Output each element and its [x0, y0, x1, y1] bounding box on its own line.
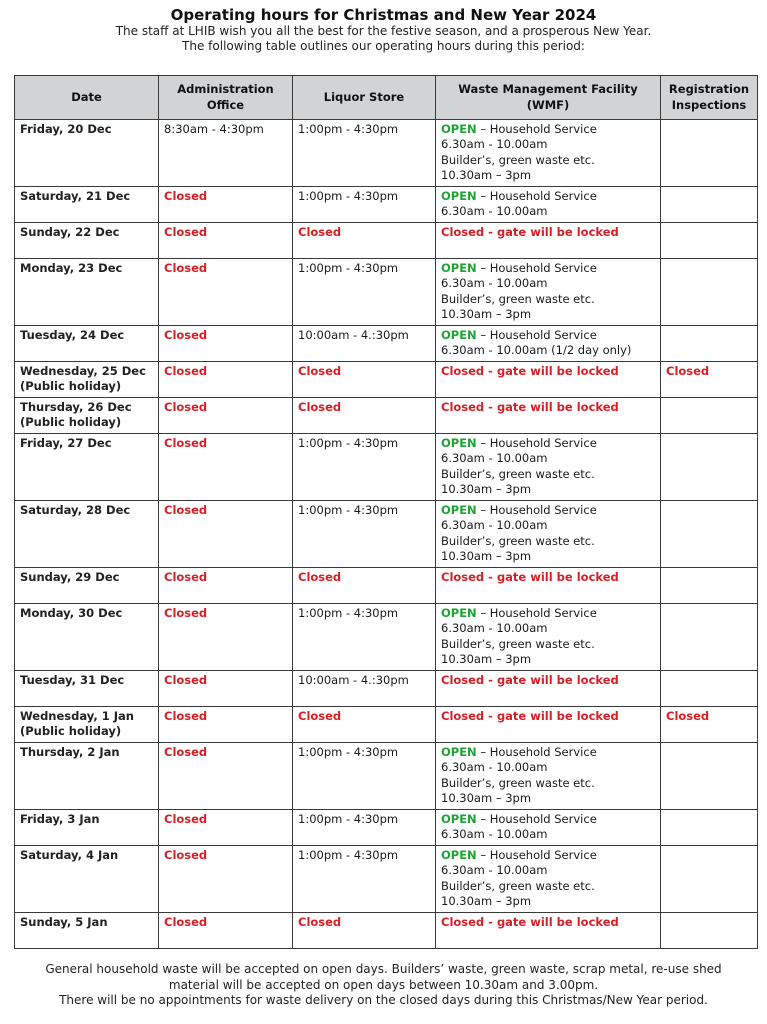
table-row [15, 362, 758, 398]
wmf-cell [436, 604, 661, 671]
liquor-store-cell: 1:00pm - 4:30pm [293, 604, 436, 671]
date-cell [15, 398, 159, 434]
wmf-status-line [441, 400, 655, 415]
table-row [15, 671, 758, 707]
date-cell [15, 707, 159, 743]
wmf-status-line [441, 189, 655, 204]
wmf-cell [436, 120, 661, 187]
wmf-detail-line: Builder’s, green waste etc. [441, 152, 595, 167]
liquor-store-cell: Closed [293, 707, 436, 743]
document-header [0, 0, 767, 54]
liquor-store-cell: 1:00pm - 4:30pm [293, 743, 436, 810]
date-cell [15, 187, 159, 223]
registration-cell [661, 501, 758, 568]
table-row [15, 398, 758, 434]
date-label: Thursday, 2 Jan [20, 745, 120, 759]
liquor-store-cell: 1:00pm - 4:30pm [293, 187, 436, 223]
liquor-store-cell: 1:00pm - 4:30pm [293, 120, 436, 187]
wmf-detail-line: 6.30am - 10.00am (1/2 day only) [441, 343, 632, 358]
date-cell [15, 604, 159, 671]
table-row [15, 259, 758, 326]
wmf-status: OPEN [441, 606, 477, 620]
registration-cell [661, 187, 758, 223]
wmf-cell [436, 707, 661, 743]
date-label: Sunday, 22 Dec [20, 225, 120, 239]
wmf-detail-line: 10.30am – 3pm [441, 306, 532, 321]
date-label: Friday, 27 Dec [20, 436, 112, 450]
wmf-status: OPEN [441, 848, 477, 862]
admin-office-cell: Closed [159, 604, 293, 671]
admin-office-cell: Closed [159, 398, 293, 434]
date-cell [15, 810, 159, 846]
date-cell [15, 223, 159, 259]
registration-cell [661, 743, 758, 810]
date-cell [15, 259, 159, 326]
table-row [15, 743, 758, 810]
registration-cell [661, 398, 758, 434]
wmf-status: Closed - gate will be locked [441, 709, 619, 723]
wmf-detail-line: 6.30am - 10.00am [441, 204, 548, 219]
wmf-detail-line: 10.30am – 3pm [441, 893, 532, 908]
wmf-service: – Household Service [476, 812, 597, 826]
admin-office-cell: Closed [159, 810, 293, 846]
date-label: Friday, 3 Jan [20, 812, 100, 826]
date-label: Tuesday, 24 Dec [20, 328, 125, 342]
liquor-store-cell: 1:00pm - 4:30pm [293, 810, 436, 846]
wmf-detail-line: 10.30am – 3pm [441, 548, 532, 563]
wmf-status-line [441, 812, 655, 827]
liquor-store-cell: Closed [293, 398, 436, 434]
wmf-cell [436, 259, 661, 326]
table-row [15, 568, 758, 604]
date-cell [15, 743, 159, 810]
wmf-status: Closed - gate will be locked [441, 364, 619, 378]
column-header-date: Date [15, 76, 159, 120]
date-label: Saturday, 21 Dec [20, 189, 131, 203]
wmf-cell [436, 913, 661, 949]
wmf-service: – Household Service [476, 122, 597, 136]
wmf-status: OPEN [441, 503, 477, 517]
column-header-wmf: Waste Management Facility (WMF) [436, 76, 661, 120]
wmf-service: – Household Service [476, 328, 597, 342]
holiday-note: (Public holiday) [20, 379, 122, 394]
liquor-store-cell: 1:00pm - 4:30pm [293, 846, 436, 913]
wmf-cell [436, 846, 661, 913]
table-row [15, 846, 758, 913]
wmf-status-line [441, 709, 655, 724]
admin-office-cell: Closed [159, 846, 293, 913]
date-label: Sunday, 5 Jan [20, 915, 108, 929]
wmf-cell [436, 671, 661, 707]
wmf-status: Closed - gate will be locked [441, 673, 619, 687]
wmf-status-line [441, 436, 655, 451]
wmf-cell [436, 223, 661, 259]
wmf-detail-line: 6.30am - 10.00am [441, 451, 548, 466]
date-cell [15, 120, 159, 187]
table-row [15, 707, 758, 743]
wmf-status-line [441, 606, 655, 621]
registration-cell [661, 259, 758, 326]
table-row [15, 501, 758, 568]
date-cell [15, 501, 159, 568]
date-label: Thursday, 26 Dec [20, 400, 132, 414]
table-row [15, 434, 758, 501]
footer-line-3: There will be no appointments for waste delivery on the closed days during this Christmas/New Year period. [59, 993, 708, 1007]
wmf-status: Closed - gate will be locked [441, 570, 619, 584]
admin-office-cell: Closed [159, 259, 293, 326]
footer-line-1: General household waste will be accepted on open days. Builders’ waste, green waste, scrap metal, re-use shed [45, 962, 722, 976]
admin-office-cell: Closed [159, 187, 293, 223]
intro-line-1: The staff at LHIB wish you all the best for the festive season, and a prosperous New Year. [115, 24, 652, 38]
wmf-detail-line: Builder’s, green waste etc. [441, 291, 595, 306]
wmf-service: – Household Service [476, 189, 597, 203]
admin-office-cell: Closed [159, 362, 293, 398]
wmf-detail-line: 10.30am – 3pm [441, 790, 532, 805]
column-header-admin: Administration Office [159, 76, 293, 120]
date-cell [15, 434, 159, 501]
liquor-store-cell: 1:00pm - 4:30pm [293, 259, 436, 326]
footer-line-2: material will be accepted on open days between 10.30am and 3.00pm. [168, 977, 599, 992]
admin-office-cell: Closed [159, 743, 293, 810]
wmf-status: Closed - gate will be locked [441, 915, 619, 929]
wmf-status: OPEN [441, 328, 477, 342]
wmf-service: – Household Service [476, 261, 597, 275]
wmf-detail-line: 10.30am – 3pm [441, 481, 532, 496]
wmf-cell [436, 362, 661, 398]
column-header-liquor: Liquor Store [293, 76, 436, 120]
registration-cell [661, 326, 758, 362]
registration-cell [661, 223, 758, 259]
admin-office-cell: Closed [159, 913, 293, 949]
registration-cell [661, 604, 758, 671]
admin-office-cell: Closed [159, 501, 293, 568]
liquor-store-cell: 1:00pm - 4:30pm [293, 434, 436, 501]
wmf-status: OPEN [441, 261, 477, 275]
date-label: Sunday, 29 Dec [20, 570, 120, 584]
wmf-detail-line: Builder’s, green waste etc. [441, 775, 595, 790]
wmf-detail-line: Builder’s, green waste etc. [441, 466, 595, 481]
wmf-status-line [441, 915, 655, 930]
footer-note [0, 962, 767, 1009]
wmf-service: – Household Service [476, 503, 597, 517]
wmf-status-line [441, 570, 655, 585]
table-row [15, 187, 758, 223]
admin-office-cell: Closed [159, 326, 293, 362]
registration-cell [661, 846, 758, 913]
wmf-detail-line: 6.30am - 10.00am [441, 276, 548, 291]
registration-cell [661, 810, 758, 846]
wmf-service: – Household Service [476, 606, 597, 620]
date-label: Saturday, 4 Jan [20, 848, 119, 862]
date-cell [15, 326, 159, 362]
wmf-service: – Household Service [476, 745, 597, 759]
wmf-status-line [441, 745, 655, 760]
table-row [15, 120, 758, 187]
date-label: Monday, 30 Dec [20, 606, 123, 620]
date-label: Monday, 23 Dec [20, 261, 123, 275]
wmf-detail-line: 10.30am – 3pm [441, 651, 532, 666]
wmf-detail-line: 6.30am - 10.00am [441, 518, 548, 533]
admin-office-cell: Closed [159, 434, 293, 501]
wmf-status-line [441, 328, 655, 343]
table-row [15, 810, 758, 846]
date-cell [15, 568, 159, 604]
table-row [15, 223, 758, 259]
wmf-cell [436, 501, 661, 568]
wmf-status-line [441, 261, 655, 276]
registration-cell [661, 120, 758, 187]
holiday-note: (Public holiday) [20, 724, 122, 739]
date-cell [15, 846, 159, 913]
date-label: Tuesday, 31 Dec [20, 673, 125, 687]
wmf-status: OPEN [441, 745, 477, 759]
registration-cell: Closed [661, 362, 758, 398]
wmf-detail-line: Builder’s, green waste etc. [441, 636, 595, 651]
table-row [15, 604, 758, 671]
wmf-status: OPEN [441, 122, 477, 136]
table-row [15, 913, 758, 949]
wmf-detail-line: Builder’s, green waste etc. [441, 533, 595, 548]
page-title: Operating hours for Christmas and New Year 2024 [170, 6, 597, 24]
wmf-status-line [441, 673, 655, 688]
wmf-detail-line: 6.30am - 10.00am [441, 863, 548, 878]
admin-office-cell: Closed [159, 707, 293, 743]
wmf-cell [436, 568, 661, 604]
date-cell [15, 362, 159, 398]
wmf-detail-line: 6.30am - 10.00am [441, 827, 548, 842]
liquor-store-cell: 10:00am - 4.:30pm [293, 671, 436, 707]
registration-cell [661, 671, 758, 707]
wmf-detail-line: Builder’s, green waste etc. [441, 878, 595, 893]
wmf-cell [436, 434, 661, 501]
wmf-cell [436, 398, 661, 434]
registration-cell [661, 568, 758, 604]
wmf-status-line [441, 364, 655, 379]
date-label: Saturday, 28 Dec [20, 503, 131, 517]
liquor-store-cell: 10:00am - 4.:30pm [293, 326, 436, 362]
wmf-detail-line: 10.30am – 3pm [441, 167, 532, 182]
date-label: Friday, 20 Dec [20, 122, 112, 136]
wmf-status: OPEN [441, 189, 477, 203]
table-body [15, 120, 758, 949]
table-row [15, 326, 758, 362]
admin-office-cell: Closed [159, 671, 293, 707]
wmf-service: – Household Service [476, 848, 597, 862]
registration-cell [661, 434, 758, 501]
wmf-status-line [441, 122, 655, 137]
liquor-store-cell: 1:00pm - 4:30pm [293, 501, 436, 568]
wmf-detail-line: 6.30am - 10.00am [441, 760, 548, 775]
admin-office-cell: Closed [159, 568, 293, 604]
wmf-status: OPEN [441, 812, 477, 826]
date-label: Wednesday, 25 Dec [20, 364, 146, 378]
holiday-note: (Public holiday) [20, 415, 122, 430]
admin-office-cell: Closed [159, 223, 293, 259]
wmf-detail-line: 6.30am - 10.00am [441, 621, 548, 636]
liquor-store-cell: Closed [293, 568, 436, 604]
intro-line-2: The following table outlines our operating hours during this period: [182, 39, 585, 53]
wmf-status: OPEN [441, 436, 477, 450]
wmf-status-line [441, 503, 655, 518]
date-cell [15, 671, 159, 707]
wmf-status-line [441, 225, 655, 240]
wmf-service: – Household Service [476, 436, 597, 450]
registration-cell [661, 913, 758, 949]
date-label: Wednesday, 1 Jan [20, 709, 134, 723]
liquor-store-cell: Closed [293, 913, 436, 949]
wmf-cell [436, 326, 661, 362]
wmf-status: Closed - gate will be locked [441, 400, 619, 414]
liquor-store-cell: Closed [293, 223, 436, 259]
admin-office-cell: 8:30am - 4:30pm [159, 120, 293, 187]
wmf-status: Closed - gate will be locked [441, 225, 619, 239]
wmf-detail-line: 6.30am - 10.00am [441, 137, 548, 152]
registration-cell: Closed [661, 707, 758, 743]
date-cell [15, 913, 159, 949]
table-header-row [15, 76, 758, 120]
wmf-status-line [441, 848, 655, 863]
operating-hours-table [14, 75, 758, 949]
wmf-cell [436, 187, 661, 223]
wmf-cell [436, 810, 661, 846]
wmf-cell [436, 743, 661, 810]
column-header-registration: Registration Inspections [661, 76, 758, 120]
liquor-store-cell: Closed [293, 362, 436, 398]
